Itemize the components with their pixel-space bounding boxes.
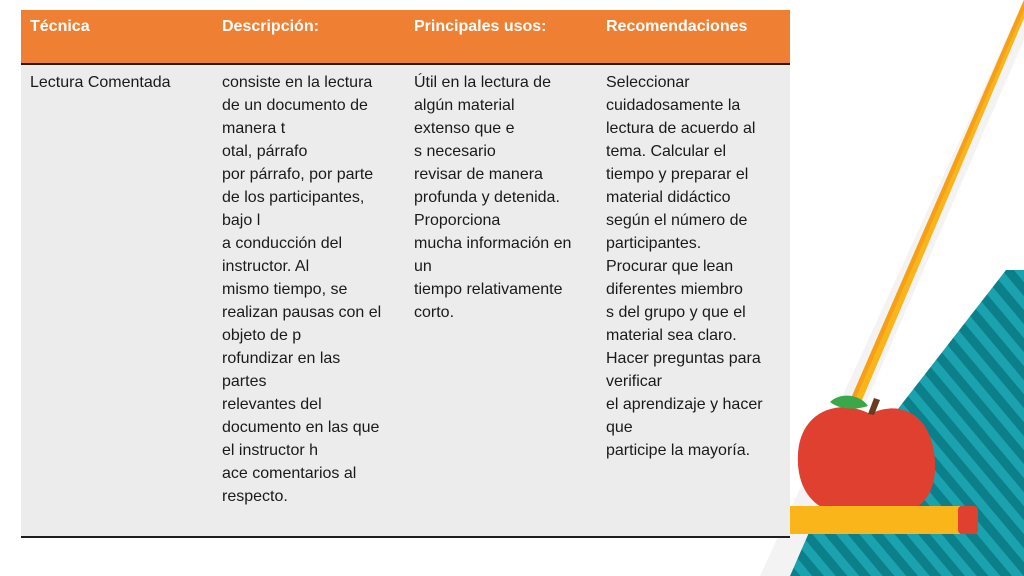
header-recomendaciones: Recomendaciones	[597, 10, 790, 64]
cell-recomendaciones: Seleccionar cuidadosamente la lectura de acuerdo al tema. Calcular el tiempo y preparar el material didáctico según el número de participantes. Procurar que lean diferentes miembro s del grupo y que el material sea claro. Hacer preguntas para verificar el aprendizaje y hacer que participe la mayoría.	[606, 74, 763, 459]
table-header-row	[21, 10, 790, 64]
book-base	[790, 506, 960, 534]
cell-descripcion: consiste en la lectura de un documento de manera t otal, párrafo por párrafo, por parte de los participantes, bajo l a conducción del instructor. Al mismo tiempo, se realizan pausas con el objeto de p rofundizar en las partes relevantes del documento en las que el instructor h ace comentarios al respecto.	[222, 74, 382, 505]
techniques-table	[21, 10, 790, 538]
header-tecnica: Técnica	[21, 10, 213, 64]
header-principales-usos: Principales usos:	[405, 10, 597, 64]
cell-usos: Útil en la lectura de algún material extenso que e s necesario revisar de manera profunda y detenida. Proporciona mucha información en un tiempo relativamente corto.	[414, 74, 572, 321]
cell-tecnica: Lectura Comentada	[30, 74, 171, 91]
header-descripcion: Descripción:	[213, 10, 405, 64]
table-row	[21, 64, 790, 508]
